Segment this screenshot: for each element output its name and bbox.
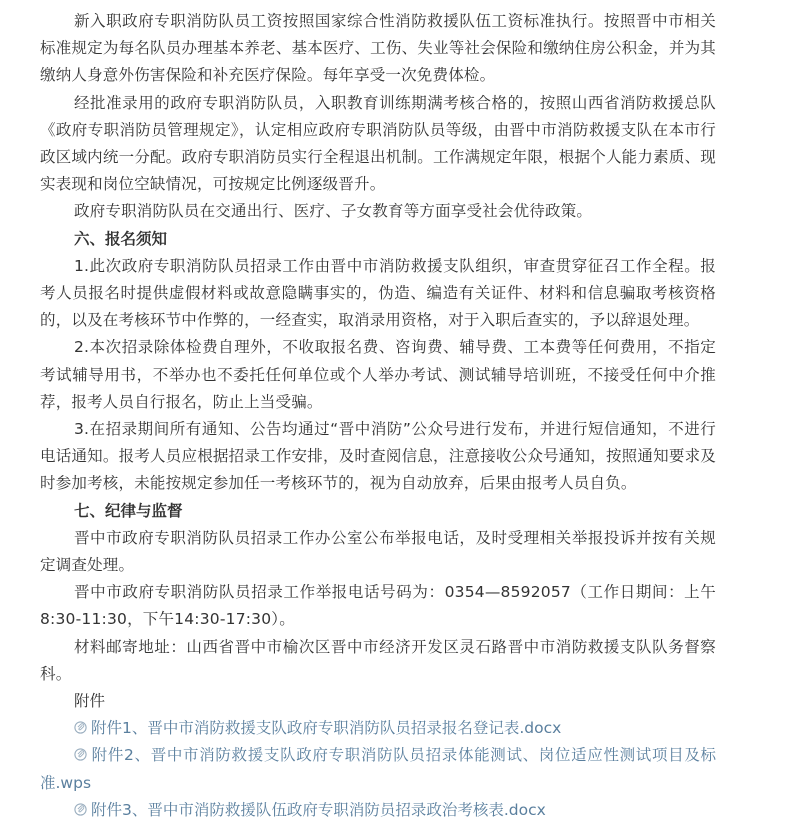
attachment-3[interactable] — [0, 797, 806, 824]
attachments-label: 附件 — [74, 692, 106, 711]
paperclip-icon — [74, 803, 87, 816]
registration-item-1: 1.此次政府专职消防队员招录工作由晋中市消防救援支队组织，审查贯穿征召工作全程。报考人员报名时提供虚假材料或故意隐瞒事实的，伪造、编造有关证件、材料和信息骗取考核资格的，以及在考核环节中作弊的，一经查实，取消录用资格，对于入职后查实的，予以辞退处理。 — [40, 256, 716, 330]
discipline-item-2: 晋中市政府专职消防队员招录工作举报电话号码为：0354—8592057（工作日期间：上午8:30-11:30，下午14:30-17:30）。 — [40, 583, 716, 629]
attachment-3-link[interactable]: 附件3、晋中市消防救援队伍政府专职消防员招录政治考核表.docx — [91, 800, 546, 819]
paragraph-assignment: 经批准录用的政府专职消防队员，入职教育训练期满考核合格的，按照山西省消防救援总队《政府专职消防员管理规定》，认定相应政府专职消防队员等级，由晋中市消防救援支队在本市行政区域内统一分配。政府专职消防员实行全程退出机制。工作满规定年限，根据个人能力素质、现实表现和岗位空缺情况，可按规定比例逐级晋升。 — [40, 93, 716, 194]
attachment-2[interactable] — [0, 742, 806, 796]
paragraph-benefits: 政府专职消防队员在交通出行、医疗、子女教育等方面享受社会优待政策。 — [74, 202, 593, 221]
section-heading-discipline: 七、纪律与监督 — [74, 501, 183, 520]
paperclip-icon — [74, 721, 87, 734]
registration-item-3: 3.在招录期间所有通知、公告均通过“晋中消防”公众号进行发布，并进行短信通知，不进行电话通知。报考人员应根据招录工作安排，及时查阅信息，注意接收公众号通知，按照通知要求及时参加考核，未能按规定参加任一考核环节的，视为自动放弃，后果由报考人员自负。 — [40, 420, 716, 493]
discipline-item-3: 材料邮寄地址：山西省晋中市榆次区晋中市经济开发区灵石路晋中市消防救援支队队务督察科。 — [40, 637, 716, 683]
paperclip-icon — [74, 748, 87, 761]
paragraph-salary: 新入职政府专职消防队员工资按照国家综合性消防救援队伍工资标准执行。按照晋中市相关标准规定为每名队员办理基本养老、基本医疗、工伤、失业等社会保险和缴纳住房公积金，并为其缴纳人身意外伤害保险和补充医疗保险。每年享受一次免费体检。 — [40, 12, 716, 85]
attachment-1-link[interactable]: 附件1、晋中市消防救援支队政府专职消防队员招录报名登记表.docx — [91, 719, 562, 738]
discipline-item-1: 晋中市政府专职消防队员招录工作办公室公布举报电话，及时受理相关举报投诉并按有关规定调查处理。 — [40, 528, 716, 575]
attachment-2-link[interactable]: 附件2、晋中市消防救援支队政府专职消防队员招录体能测试、岗位适应性测试项目及标准.wps — [40, 746, 716, 792]
attachment-1[interactable] — [0, 715, 806, 742]
section-heading-registration: 六、报名须知 — [74, 229, 168, 248]
registration-item-2: 2.本次招录除体检费自理外，不收取报名费、咨询费、辅导费、工本费等任何费用，不指定考试辅导用书，不举办也不委托任何单位或个人举办考试、测试辅导培训班，不接受任何中介推荐，报考人员自行报名，防止上当受骗。 — [40, 338, 716, 411]
